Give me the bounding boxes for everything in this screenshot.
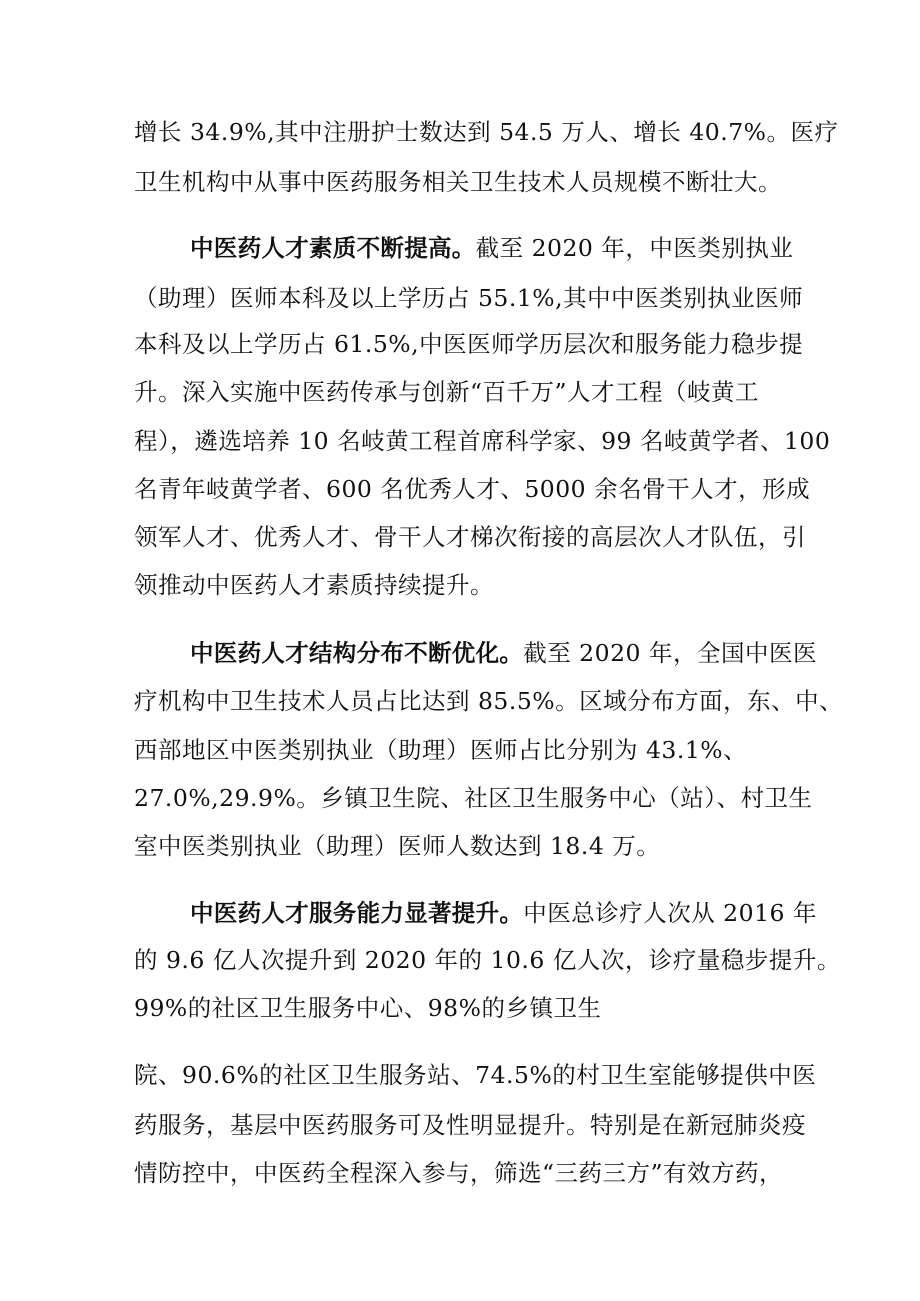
- text-line: 的 9.6 亿人次提升到 2020 年的 10.6 亿人次，诊疗量稳步提升。: [134, 946, 841, 974]
- text-run: 截至 2020 年，全国中医医: [523, 639, 817, 667]
- text-run: 中医总诊疗人次从 2016 年: [523, 899, 817, 927]
- paragraph-first-line: [190, 638, 850, 668]
- text-line: 疗机构中卫生技术人员占比达到 85.5%。区域分布方面，东、中、: [134, 687, 844, 715]
- text-line: 院、90.6%的社区卫生服务站、74.5%的村卫生室能够提供中医: [134, 1061, 817, 1089]
- text-line: 药服务，基层中医药服务可及性明显提升。特别是在新冠肺炎疫: [134, 1111, 806, 1139]
- paragraph-first-line: [190, 898, 850, 928]
- text-line: 升。深入实施中医药传承与创新“百千万”人才工程（岐黄工: [134, 378, 760, 406]
- text-line: 西部地区中医类别执业（助理）医师占比分别为 43.1%、: [134, 736, 748, 764]
- text-line: 卫生机构中从事中医药服务相关卫生技术人员规模不断壮大。: [134, 168, 782, 196]
- text-line: 领军人才、优秀人才、骨干人才梯次衔接的高层次人才队伍，引: [134, 523, 806, 551]
- text-line: 情防控中，中医药全程深入参与，筛选“三药三方”有效方药，: [134, 1159, 784, 1187]
- text-line: （助理）医师本科及以上学历占 55.1%,其中中医类别执业医师: [134, 284, 804, 312]
- paragraph-first-line: [190, 233, 850, 263]
- text-line: 27.0%,29.9%。乡镇卫生院、社区卫生服务中心（站）、村卫生: [134, 784, 813, 812]
- text-line: 增长 34.9%,其中注册护士数达到 54.5 万人、增长 40.7%。医疗: [134, 118, 839, 146]
- text-line: 99%的社区卫生服务中心、98%的乡镇卫生: [134, 994, 602, 1022]
- section-heading: 中医药人才结构分布不断优化。: [190, 639, 524, 667]
- text-line: 名青年岐黄学者、600 名优秀人才、5000 余名骨干人才，形成: [134, 475, 811, 503]
- section-heading: 中医药人才服务能力显著提升。: [190, 899, 524, 927]
- text-line: 室中医类别执业（助理）医师人数达到 18.4 万。: [134, 832, 661, 860]
- text-line: 本科及以上学历占 61.5%,中医医师学历层次和服务能力稳步提: [134, 330, 804, 358]
- text-line: 程），遴选培养 10 名岐黄工程首席科学家、99 名岐黄学者、100: [134, 427, 831, 455]
- section-heading: 中医药人才素质不断提高。: [190, 234, 476, 262]
- text-line: 领推动中医药人才素质持续提升。: [134, 571, 494, 599]
- text-run: 截至 2020 年，中医类别执业: [475, 234, 794, 262]
